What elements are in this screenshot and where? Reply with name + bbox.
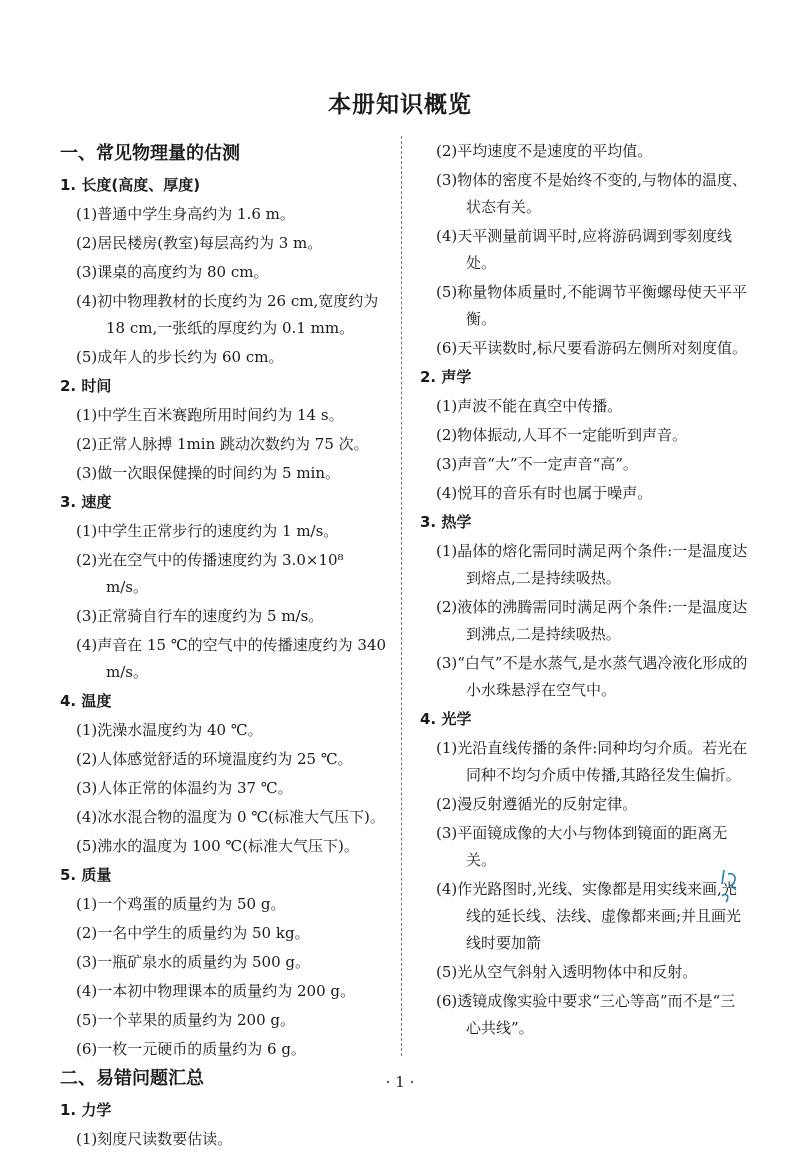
- list-item: (4)初中物理教材的长度约为 26 cm,宽度约为 18 cm,一张纸的厚度约为 0.1 mm。: [76, 292, 379, 337]
- list-item: (5)一个苹果的质量约为 200 g。: [76, 1011, 296, 1029]
- list-item: (6)透镜成像实验中要求“三心等高”而不是“三心共线”。: [436, 992, 736, 1037]
- list-item: (5)光从空气斜射入透明物体中和反射。: [436, 963, 698, 981]
- list-item: (3)一瓶矿泉水的质量约为 500 g。: [76, 953, 311, 971]
- list-item: (2)液体的沸腾需同时满足两个条件:一是温度达到沸点,二是持续吸热。: [436, 598, 748, 643]
- pen-scribble-icon: [718, 866, 744, 906]
- list-item: (6)一枚一元硬币的质量约为 6 g。: [76, 1040, 306, 1058]
- section-heading: 二、易错问题汇总: [60, 1068, 204, 1089]
- section-heading: 一、常见物理量的估测: [60, 143, 240, 164]
- list-item: (2)平均速度不是速度的平均值。: [436, 142, 653, 160]
- subsection-heading: 4. 温度: [60, 692, 112, 710]
- list-item: (1)刻度尺读数要估读。: [76, 1130, 233, 1148]
- list-item: (3)人体正常的体温约为 37 ℃。: [76, 779, 293, 797]
- column-divider: [401, 136, 402, 1056]
- list-item: (4)天平测量前调平时,应将游码调到零刻度线处。: [436, 227, 733, 272]
- list-item: (1)中学生正常步行的速度约为 1 m/s。: [76, 522, 339, 540]
- list-item: (1)中学生百米赛跑所用时间约为 14 s。: [76, 406, 344, 424]
- list-item: (2)居民楼房(教室)每层高约为 3 m。: [76, 234, 323, 252]
- list-item: (3)物体的密度不是始终不变的,与物体的温度、状态有关。: [436, 171, 748, 216]
- list-item: (2)一名中学生的质量约为 50 kg。: [76, 924, 310, 942]
- list-item: (1)声波不能在真空中传播。: [436, 397, 623, 415]
- list-item: (4)一本初中物理课本的质量约为 200 g。: [76, 982, 356, 1000]
- list-item: (3)平面镜成像的大小与物体到镜面的距离无关。: [436, 824, 728, 869]
- list-item: (4)作光路图时,光线、实像都是用实线来画,光线的延长线、法线、虚像都来画;并且画光线时要加箭: [436, 880, 742, 952]
- list-item: (2)正常人脉搏 1min 跳动次数约为 75 次。: [76, 435, 369, 453]
- list-item: (4)冰水混合物的温度为 0 ℃(标准大气压下)。: [76, 808, 385, 826]
- list-item: (3)“白气”不是水蒸气,是水蒸气遇冷液化形成的小水珠悬浮在空气中。: [436, 654, 748, 699]
- list-item: (5)称量物体质量时,不能调节平衡螺母使天平平衡。: [436, 283, 748, 328]
- list-item: (2)物体振动,人耳不一定能听到声音。: [436, 426, 688, 444]
- list-item: (3)做一次眼保健操的时间约为 5 min。: [76, 464, 341, 482]
- list-item: (5)成年人的步长约为 60 cm。: [76, 348, 284, 366]
- right-column: [420, 138, 750, 1044]
- list-item: (2)人体感觉舒适的环境温度约为 25 ℃。: [76, 750, 353, 768]
- list-item: (3)课桌的高度约为 80 cm。: [76, 263, 269, 281]
- list-item: (4)声音在 15 ℃的空气中的传播速度约为 340 m/s。: [76, 636, 387, 681]
- subsection-heading: 1. 力学: [60, 1101, 112, 1119]
- subsection-heading: 3. 热学: [420, 513, 472, 531]
- list-item: (5)沸水的温度为 100 ℃(标准大气压下)。: [76, 837, 359, 855]
- list-item: (1)晶体的熔化需同时满足两个条件:一是温度达到熔点,二是持续吸热。: [436, 542, 748, 587]
- list-item: (2)光在空气中的传播速度约为 3.0×10⁸ m/s。: [76, 551, 344, 596]
- page-title: 本册知识概览: [328, 92, 472, 118]
- list-item: (1)一个鸡蛋的质量约为 50 g。: [76, 895, 286, 913]
- subsection-heading: 2. 声学: [420, 368, 472, 386]
- list-item: (3)声音“大”不一定声音“高”。: [436, 455, 638, 473]
- subsection-heading: 3. 速度: [60, 493, 112, 511]
- page-number: · 1 ·: [385, 1073, 415, 1091]
- list-item: (1)光沿直线传播的条件:同种均匀介质。若光在同种不均匀介质中传播,其路径发生偏折。: [436, 739, 748, 784]
- list-item: (4)悦耳的音乐有时也属于噪声。: [436, 484, 653, 502]
- subsection-heading: 2. 时间: [60, 377, 112, 395]
- list-item: (1)普通中学生身高约为 1.6 m。: [76, 205, 295, 223]
- list-item: (1)洗澡水温度约为 40 ℃。: [76, 721, 263, 739]
- left-column: [60, 138, 390, 1155]
- list-item: (3)正常骑自行车的速度约为 5 m/s。: [76, 607, 324, 625]
- subsection-heading: 1. 长度(高度、厚度): [60, 176, 201, 194]
- list-item: (6)天平读数时,标尺要看游码左侧所对刻度值。: [436, 339, 748, 357]
- subsection-heading: 4. 光学: [420, 710, 472, 728]
- list-item: (2)漫反射遵循光的反射定律。: [436, 795, 638, 813]
- subsection-heading: 5. 质量: [60, 866, 112, 884]
